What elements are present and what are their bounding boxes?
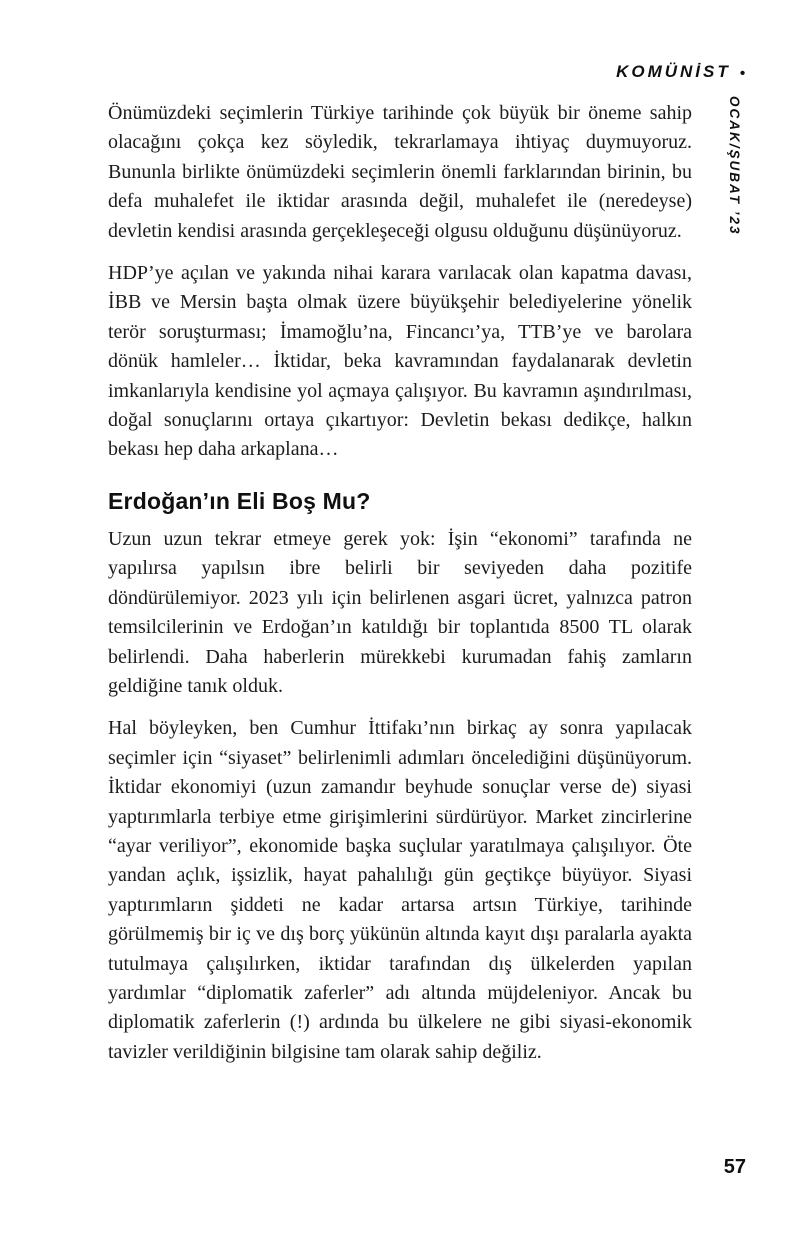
paragraph: Önümüzdeki seçimlerin Türkiye tarihinde çok büyük bir öneme sahip olacağını çokça kez söyledik, tekrarlamaya ihtiyaç duymuyoruz. Bununla birlikte önümüzdeki seçimlerin önemli farklarından birinin, bu defa muhalefet ile iktidar arasında değil, muhalefet ile (neredeyse) devletin kendisi arasında gerçekleşeceği olgusu olduğunu düşünüyoruz. [108, 102, 692, 242]
masthead-bullet-icon: • [739, 64, 745, 82]
paragraph: HDP’ye açılan ve yakında nihai karara varılacak olan kapatma davası, İBB ve Mersin başta olmak üzere büyükşehir belediyelerine yönelik terör soruşturması; İmamoğlu’na, Fincancı’ya, TTB’ye ve barolara dönük hamleler… İktidar, beka kavramından faydalanarak devletin imkanlarıyla kendisine yol açmaya çalışıyor. Bu kavramın aşındırılması, doğal sonuçlarını ortaya çıkartıyor: Devletin bekası dedikçe, halkın bekası hep daha arkaplana… [108, 262, 692, 461]
section-heading: Erdoğan’ın Eli Boş Mu? [108, 487, 371, 514]
journal-masthead [616, 62, 745, 82]
paragraph: Uzun uzun tekrar etmeye gerek yok: İşin “ekonomi” tarafında ne yapılırsa yapılsın ibre belirli bir seviyeden daha pozitife döndürülemiyor. 2023 yılı için belirlenen asgari ücret, yalnızca patron temsilcilerinin ve Erdoğan’ın katıldığı bir toplantıda 8500 TL olarak belirlendi. Daha haberlerin mürekkebi kurumadan fahiş zamların geldiğine tanık olduk. [108, 527, 692, 697]
journal-title: KOMÜNİST [616, 62, 731, 81]
page-number: 57 [723, 1156, 746, 1178]
paragraph: Hal böyleyken, ben Cumhur İttifakı’nın birkaç ay sonra yapılacak seçimler için “siyaset” belirlenimli adımları öncelediğini düşünüyorum. İktidar ekonomiyi (uzun zamandır beyhude sonuçlar verse de) siyasi yaptırımlarla terbiye etme girişimlerini sürdürüyor. Market zincirlerine “ayar veriliyor”, ekonomide başka suçlular yaratılmaya çalışılıyor. Öte yandan açlık, işsizlik, hayat pahalılığı gün geçtikçe büyüyor. Siyasi yaptırımların şiddeti ne kadar artarsa artsın Türkiye, tarihinde görülmemiş bir iç ve dış borç yükünün altında kayıt dışı paralarla ayakta tutulmaya çalışılırken, iktidar tarafından dış ülkelerden yapılan yardımlar “diplomatik zaferler” adı altında müjdeleniyor. Ancak bu diplomatik zaferlerin (!) ardında bu ülkelere ne gibi siyasi-ekonomik tavizler verildiğinin bilgisine tam olarak sahip değiliz. [108, 717, 692, 1063]
issue-label: OCAK/ŞUBAT ’23 [727, 96, 742, 236]
article-body [108, 99, 692, 1080]
